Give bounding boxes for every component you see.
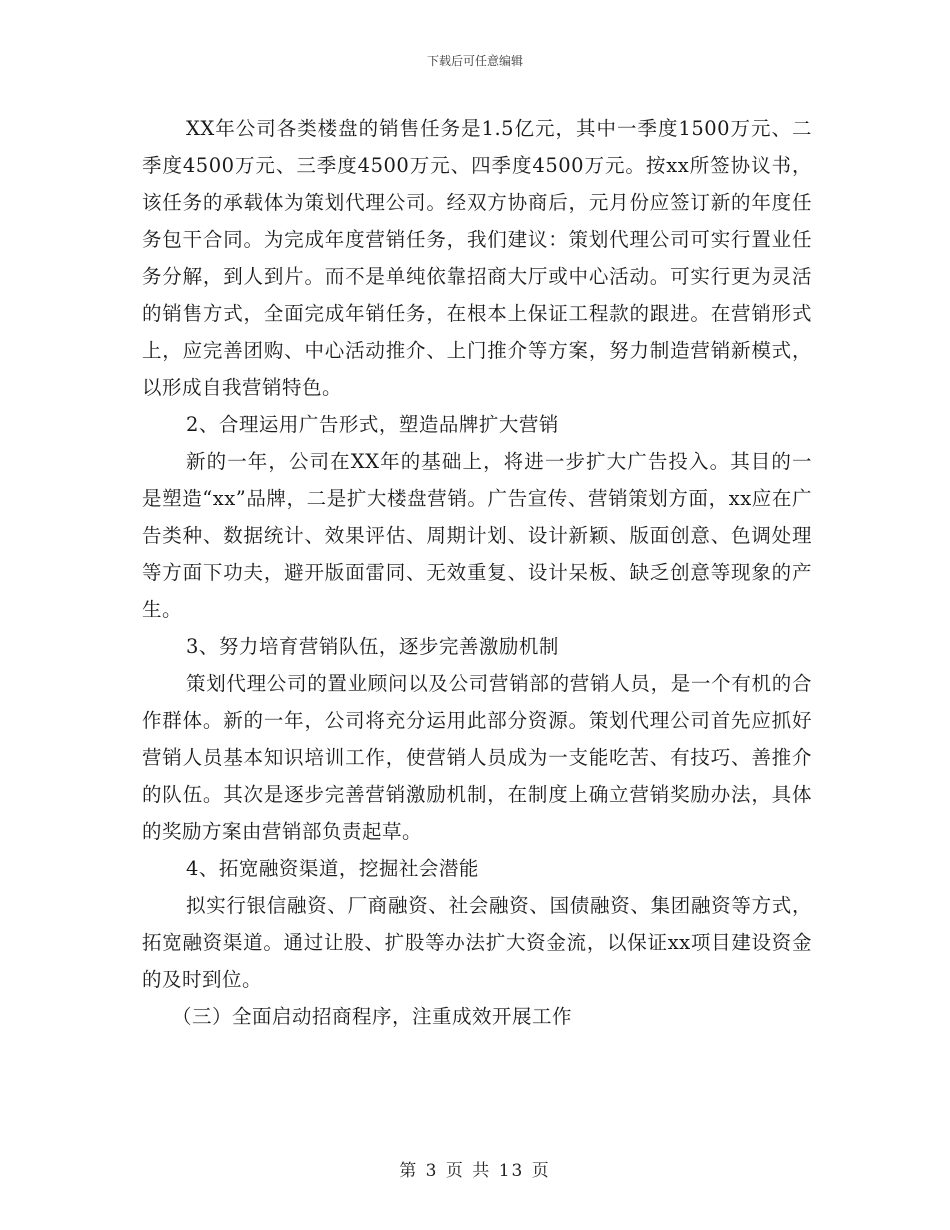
paragraph-sales-target: XX年公司各类楼盘的销售任务是1.5亿元，其中一季度1500万元、二季度4500万元、三季度4500万元、四季度4500万元。按xx所签协议书，该任务的承载体为策划代理公司。经双方协商后，元月份应签订新的年度任务包干合同。为完成年度营销任务，我们建议：策划代理公司可实行置业任务分解，到人到片。而不是单纯依靠招商大厅或中心活动。可实行更为灵活的销售方式，全面完成年销任务，在根本上保证工程款的跟进。在营销形式上，应完善团购、中心活动推介、上门推介等方案，努力制造营销新模式，以形成自我营销特色。 <box>142 117 812 399</box>
paragraph-financing: 拟实行银信融资、厂商融资、社会融资、国债融资、集团融资等方式，拓宽融资渠道。通过让股、扩股等办法扩大资金流，以保证xx项目建设资金的及时到位。 <box>142 894 812 991</box>
document-body <box>142 110 812 1035</box>
heading-financing: 4、拓宽融资渠道，挖掘社会潜能 <box>186 857 479 880</box>
heading-advertising: 2、合理运用广告形式，塑造品牌扩大营销 <box>186 413 559 436</box>
heading-investment-program: （三）全面启动招商程序，注重成效开展工作 <box>172 1005 573 1028</box>
paragraph-advertising: 新的一年，公司在XX年的基础上，将进一步扩大广告投入。其目的一是塑造“xx”品牌，二是扩大楼盘营销。广告宣传、营销策划方面，xx应在广告类种、数据统计、效果评估、周期计划、设计新颖、版面创意、色调处理等方面下功夫，避开版面雷同、无效重复、设计呆板、缺乏创意等现象的产生。 <box>142 450 812 621</box>
heading-sales-team: 3、努力培育营销队伍，逐步完善激励机制 <box>186 635 559 658</box>
paragraph-sales-team: 策划代理公司的置业顾问以及公司营销部的营销人员，是一个有机的合作群体。新的一年，公司将充分运用此部分资源。策划代理公司首先应抓好营销人员基本知识培训工作，使营销人员成为一支能吃苦、有技巧、善推介的队伍。其次是逐步完善营销激励机制，在制度上确立营销奖励办法，具体的奖励方案由营销部负责起草。 <box>142 672 812 843</box>
page-number: 第 3 页 共 13 页 <box>399 1161 551 1181</box>
page-header: 下载后可任意编辑 <box>426 54 523 68</box>
